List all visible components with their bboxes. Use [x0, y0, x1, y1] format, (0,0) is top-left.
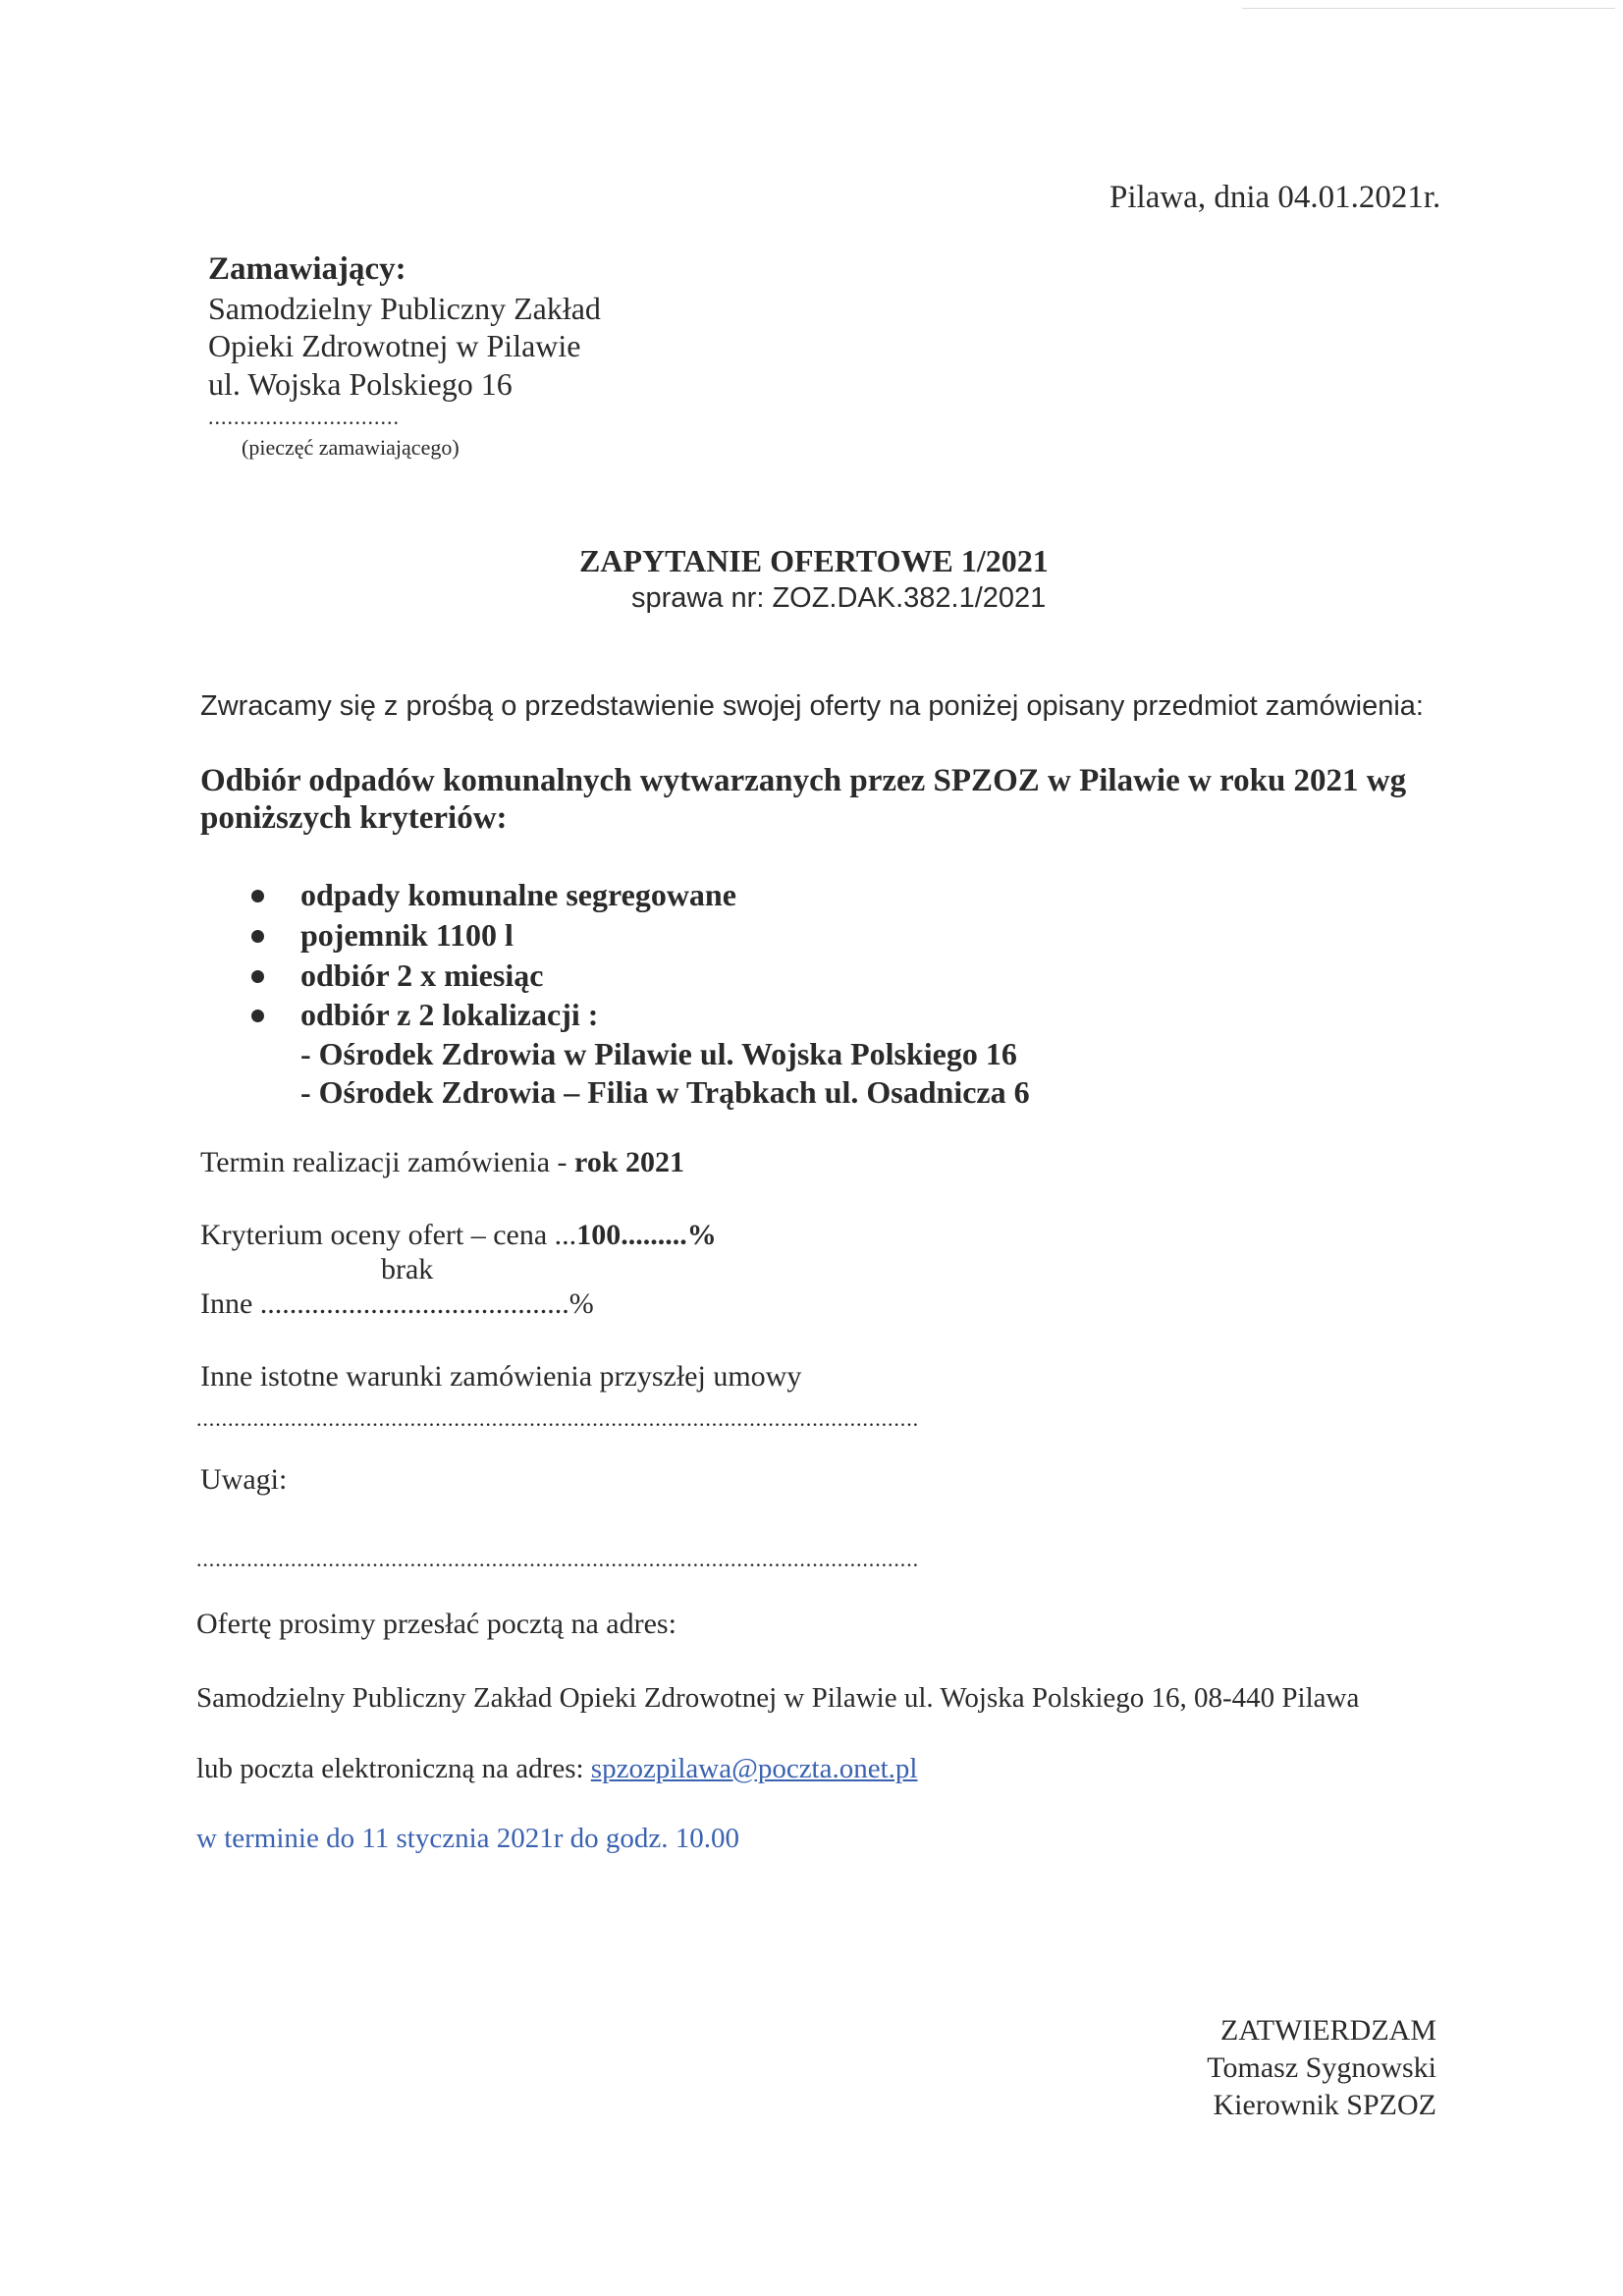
- remarks-label: Uwagi:: [200, 1463, 288, 1496]
- email-link[interactable]: spzozpilawa@poczta.onet.pl: [590, 1753, 918, 1784]
- signature-name: Tomasz Sygnowski: [1207, 2051, 1436, 2084]
- date-line: Pilawa, dnia 04.01.2021r.: [1109, 180, 1441, 215]
- evaluation-value: 100.........%: [576, 1219, 717, 1251]
- bullet-icon: [251, 930, 264, 943]
- stamp-dots: ..............................: [208, 405, 400, 429]
- evaluation-row: [200, 1219, 717, 1252]
- intro-text: Zwracamy się z prośbą o przedstawienie swojej oferty na poniżej opisany przedmiot zamówienia:: [200, 690, 1424, 722]
- evaluation-brak: brak: [381, 1253, 434, 1285]
- other-conditions-dots: ...................................................................................................................: [196, 1406, 919, 1431]
- subject-line-2: poniższych kryteriów:: [200, 800, 508, 836]
- orderer-line-3: ul. Wojska Polskiego 16: [208, 366, 513, 402]
- evaluation-other: Inne ..........................................%: [200, 1287, 594, 1320]
- document-title: ZAPYTANIE OFERTOWE 1/2021: [579, 543, 1049, 578]
- term-value: rok 2021: [574, 1146, 685, 1178]
- mailing-address: Samodzielny Publiczny Zakład Opieki Zdrowotnej w Pilawie ul. Wojska Polskiego 16, 08-440 Pilawa: [196, 1682, 1360, 1714]
- email-row: [196, 1753, 917, 1785]
- deadline-text: w terminie do 11 stycznia 2021r do godz. 10.00: [196, 1823, 740, 1854]
- term-row: [200, 1146, 684, 1179]
- criteria-item: odpady komunalne segregowane: [300, 877, 736, 912]
- case-number: sprawa nr: ZOZ.DAK.382.1/2021: [631, 582, 1047, 614]
- location-item: - Ośrodek Zdrowia w Pilawie ul. Wojska Polskiego 16: [300, 1036, 1017, 1071]
- stamp-label: (pieczęć zamawiającego): [242, 435, 460, 460]
- email-label: lub poczta elektroniczną na adres:: [196, 1753, 591, 1784]
- evaluation-label: Kryterium oceny ofert – cena ...: [200, 1219, 577, 1251]
- other-conditions-label: Inne istotne warunki zamówienia przyszłej umowy: [200, 1360, 802, 1393]
- signature-role: Kierownik SPZOZ: [1213, 2089, 1436, 2121]
- orderer-heading: Zamawiający:: [208, 251, 406, 287]
- bullet-icon: [251, 970, 264, 983]
- scan-edge-line: [1242, 8, 1615, 9]
- orderer-line-2: Opieki Zdrowotnej w Pilawie: [208, 328, 581, 363]
- bullet-icon: [251, 1010, 264, 1022]
- remarks-dots: ...................................................................................................................: [196, 1547, 919, 1571]
- orderer-line-1: Samodzielny Publiczny Zakład: [208, 291, 601, 326]
- signature-approved: ZATWIERDZAM: [1220, 2014, 1436, 2047]
- criteria-item: odbiór z 2 lokalizacji :: [300, 997, 599, 1032]
- location-item: - Ośrodek Zdrowia – Filia w Trąbkach ul. Osadnicza 6: [300, 1074, 1030, 1110]
- criteria-item: odbiór 2 x miesiąc: [300, 957, 544, 993]
- send-request: Ofertę prosimy przesłać pocztą na adres:: [196, 1608, 676, 1640]
- subject-line-1: Odbiór odpadów komunalnych wytwarzanych przez SPZOZ w Pilawie w roku 2021 wg: [200, 763, 1407, 798]
- bullet-icon: [251, 890, 264, 902]
- term-label: Termin realizacji zamówienia -: [200, 1146, 575, 1178]
- criteria-item: pojemnik 1100 l: [300, 917, 514, 953]
